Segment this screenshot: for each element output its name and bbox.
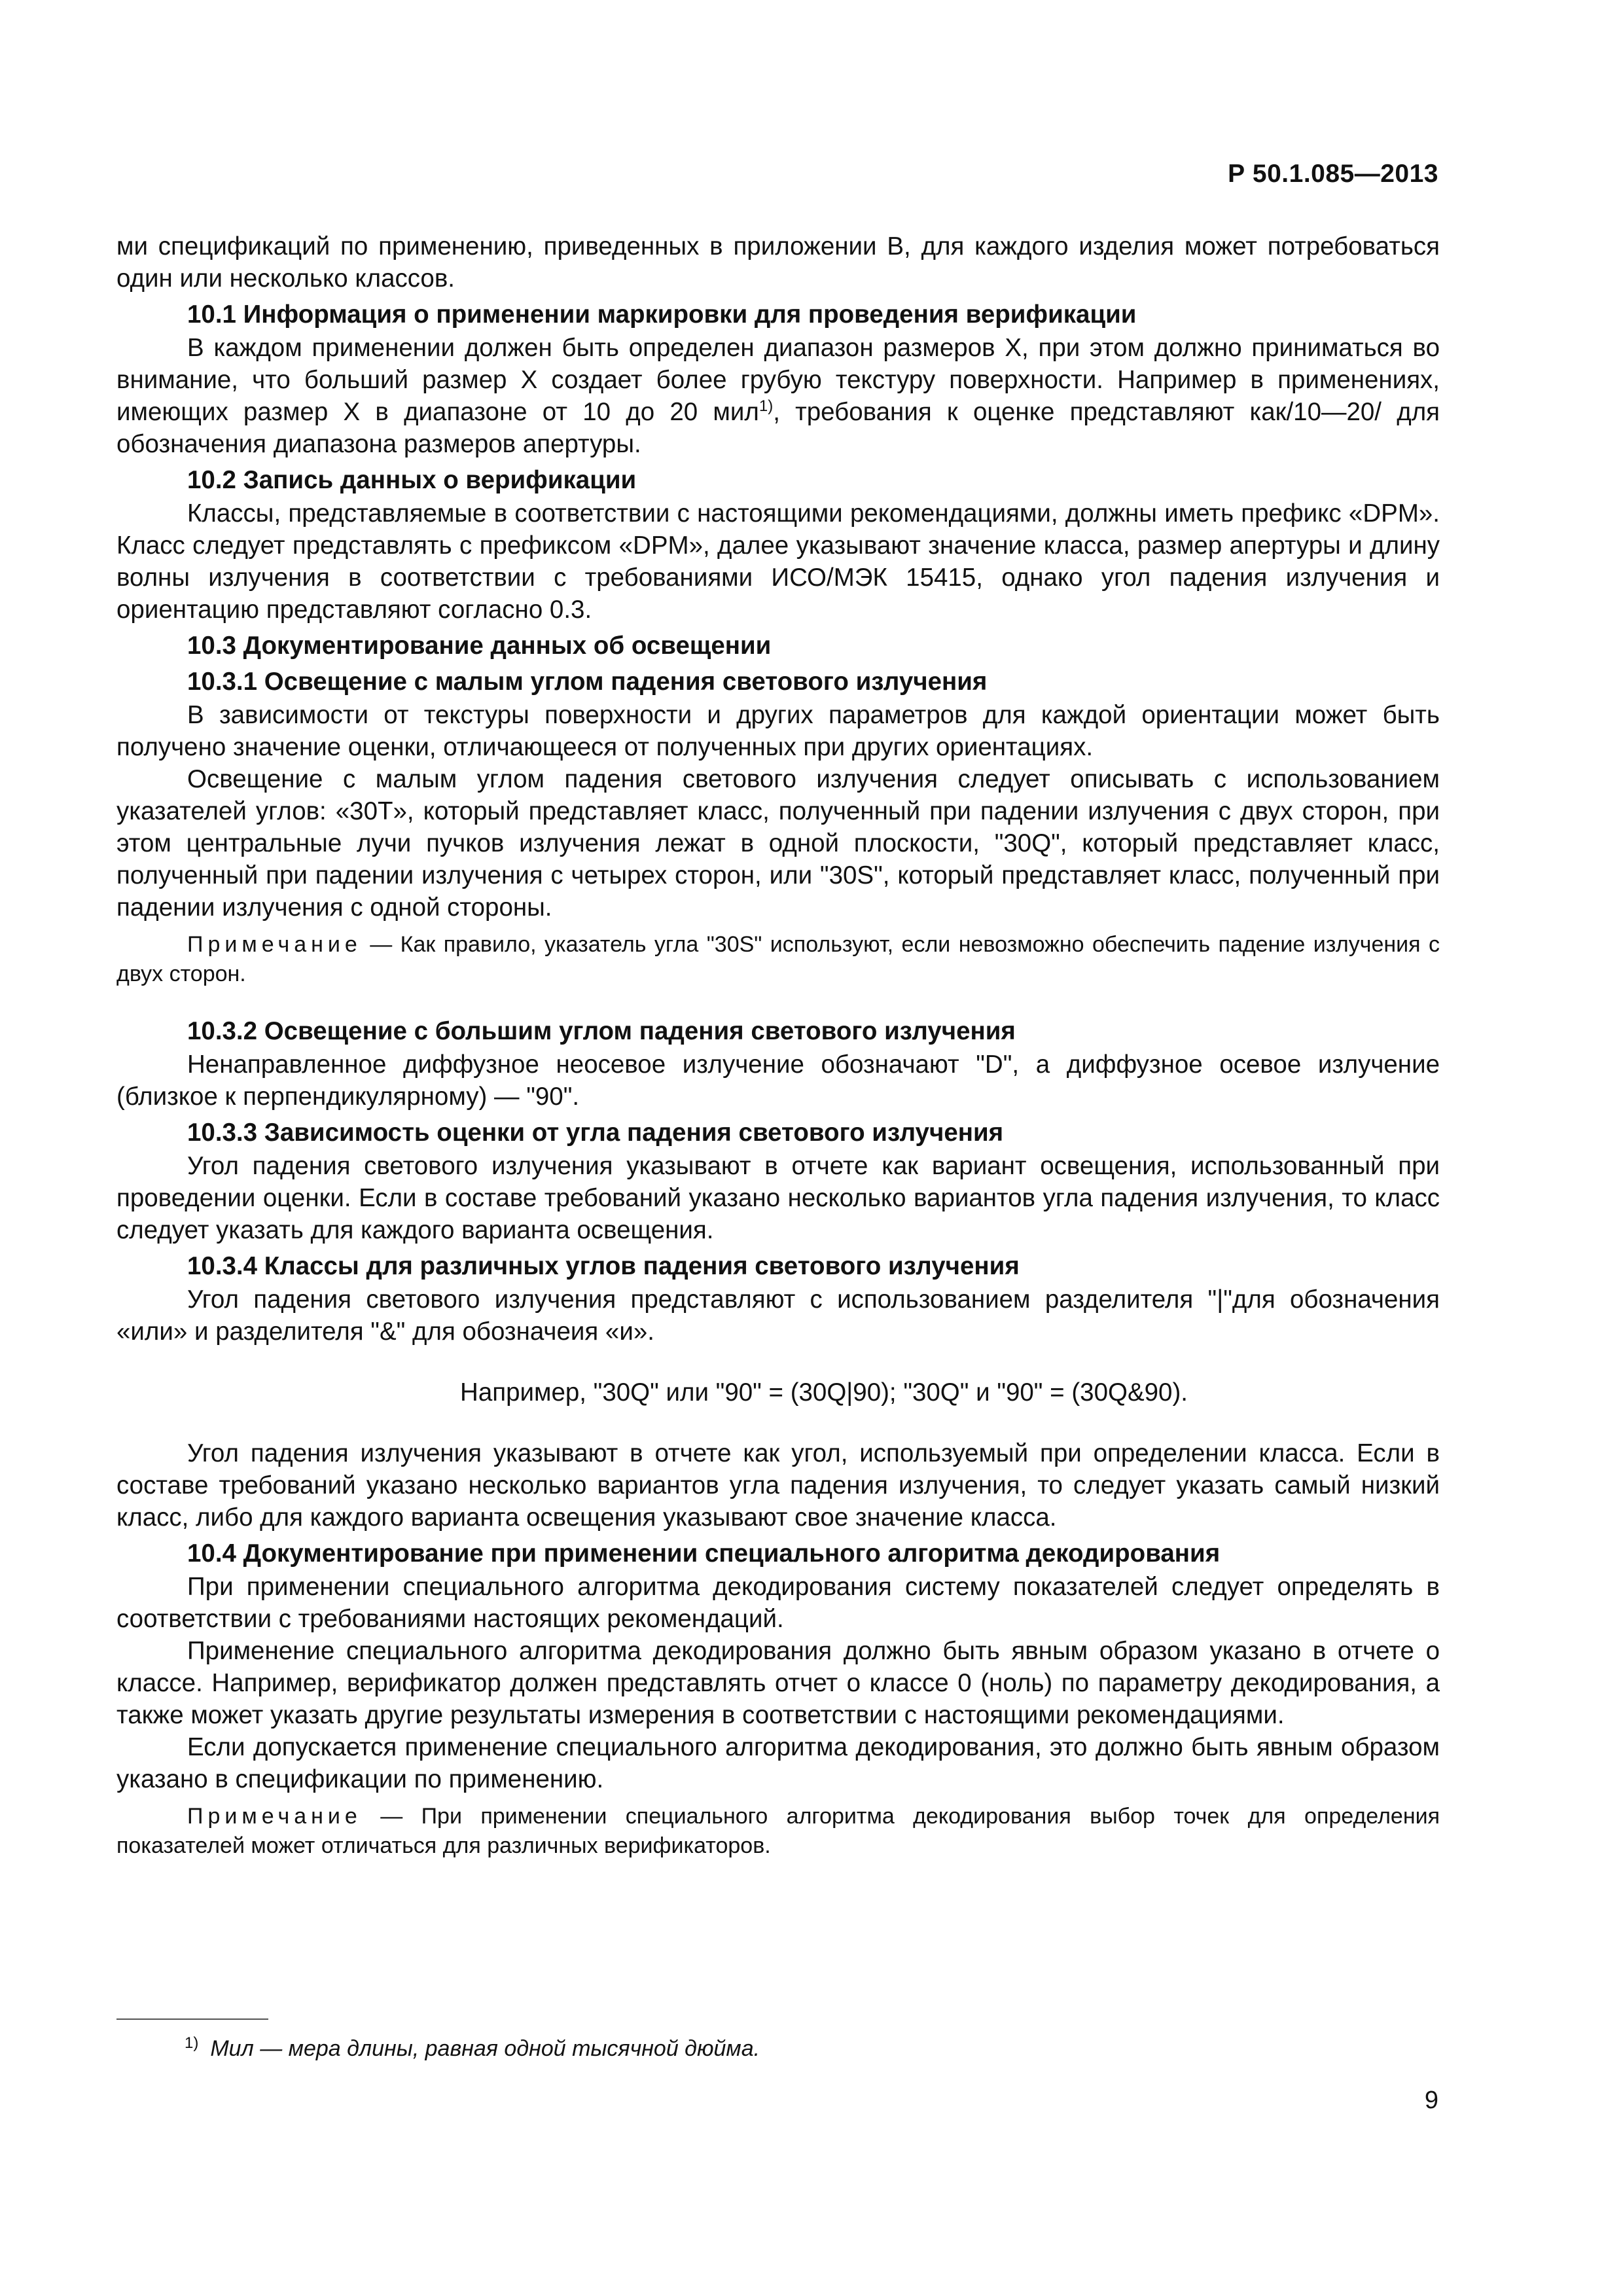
note-2 [116, 1802, 1440, 1861]
intro-paragraph: ми спецификаций по применению, приведенных в приложении В, для каждого изделия может потребоваться один или несколько классов. [116, 232, 1440, 293]
note-1 [116, 930, 1440, 989]
note-2-text: — При применении специального алгоритма декодирования выбор точек для определения показателей может отличаться для различных верификаторов. [116, 1804, 1440, 1858]
section-10-1-heading: 10.1 Информация о применении маркировки для проведения верификации [187, 300, 1137, 329]
note-1-text: — Как правило, указатель угла "30S" используют, если невозможно обеспечить падение излучения с двух сторон. [116, 932, 1440, 986]
footnote-text: Мил — мера длины, равная одной тысячной дюйма. [210, 2036, 760, 2061]
section-10-3-4-heading: 10.3.4 Классы для различных углов падения светового излучения [187, 1252, 1020, 1280]
example-formula: Например, "30Q" или "90" = (30Q|90); "30Q" и "90" = (30Q&90). [460, 1378, 1188, 1407]
footnote-reference[interactable]: 1) [758, 397, 774, 416]
section-10-1-text-a: В каждом применении должен быть определен диапазон размеров X, при этом должно приниматься во внимание, что больший размер X создает более грубую текстуру поверхности. Например в применениях, имеющих размер X в диапазоне от 10 до 20 мил [116, 334, 1440, 426]
section-10-3-2-heading: 10.3.2 Освещение с большим углом падения светового излучения [187, 1017, 1016, 1045]
section-10-1-text-b: , требования к оценке представляют как/10—20/ для обозначения диапазона размеров апертуры. [116, 398, 1440, 458]
section-10-3-1-paragraph-1: В зависимости от текстуры поверхности и других параметров для каждой ориентации может быть получено значение оценки, отличающееся от полученных при других ориентациях. [116, 701, 1440, 761]
section-10-4-heading: 10.4 Документирование при применении специального алгоритма декодирования [187, 1539, 1221, 1568]
section-10-3-3-heading: 10.3.3 Зависимость оценки от угла падения светового излучения [187, 1119, 1004, 1147]
section-10-3-2-paragraph: Ненаправленное диффузное неосевое излучение обозначают "D", а диффузное осевое излучение (близкое к перпендикулярному) — "90". [116, 1050, 1440, 1111]
note-1-label: Примечание [187, 932, 362, 957]
section-10-2-heading: 10.2 Запись данных о верификации [187, 466, 637, 494]
page-number: 9 [1424, 2087, 1438, 2114]
footnote-mark: 1) [185, 2034, 199, 2052]
note-2-label: Примечание [187, 1804, 362, 1829]
document-code: Р 50.1.085—2013 [1228, 160, 1438, 188]
section-10-3-1-paragraph-2: Освещение с малым углом падения светового излучения следует описывать с использованием указателей углов: «30T», который представляет класс, полученный при падении излучения с двух сторон, при этом центральные лучи пучков излучения лежат в одной плоскости, "30Q", который представляет класс, полученный при падении излучения с четырех сторон, или "30S", который представляет класс, полученный при падении излучения с одной стороны. [116, 765, 1440, 922]
section-10-3-3-paragraph: Угол падения светового излучения указывают в отчете как вариант освещения, использованный при проведении оценки. Если в составе требований указано несколько вариантов угла падения излучения, то класс следует указать для каждого варианта освещения. [116, 1152, 1440, 1244]
section-10-1-paragraph [116, 332, 1440, 460]
section-10-4-paragraph-2: Применение специального алгоритма декодирования должно быть явным образом указано в отчете о классе. Например, верификатор должен представлять отчет о классе 0 (ноль) по параметру декодирования, а также может указать другие результаты измерения в соответствии с настоящими рекомендациями. [116, 1637, 1440, 1729]
section-10-4-paragraph-1: При применении специального алгоритма декодирования систему показателей следует определять в соответствии с требованиями настоящих рекомендаций. [116, 1573, 1440, 1633]
footnote-divider [116, 2018, 268, 2020]
section-10-3-1-heading: 10.3.1 Освещение с малым углом падения светового излучения [187, 668, 988, 696]
section-10-2-paragraph: Классы, представляемые в соответствии с настоящими рекомендациями, должны иметь префикс «DPM». Класс следует представлять с префиксом «DPM», далее указывают значение класса, размер апертуры и длину волны излучения в соответствии с требованиями ИСО/МЭК 15415, однако угол падения излучения и ориентацию представляют согласно 0.3. [116, 499, 1440, 624]
footnote [185, 2034, 760, 2063]
section-10-3-4-paragraph-1: Угол падения светового излучения представляют с использованием разделителя "|"для обозначения «или» и разделителя "&" для обозначеия «и». [116, 1285, 1440, 1346]
section-10-3-4-paragraph-2: Угол падения излучения указывают в отчете как угол, используемый при определении класса. Если в составе требований указано несколько вариантов угла падения излучения, то следует указать самый низкий класс, либо для каждого варианта освещения указывают свое значение класса. [116, 1439, 1440, 1532]
document-body [116, 230, 1440, 1861]
section-10-3-heading: 10.3 Документирование данных об освещении [187, 632, 772, 660]
section-10-4-paragraph-3: Если допускается применение специального алгоритма декодирования, это должно быть явным образом указано в спецификации по применению. [116, 1733, 1440, 1793]
